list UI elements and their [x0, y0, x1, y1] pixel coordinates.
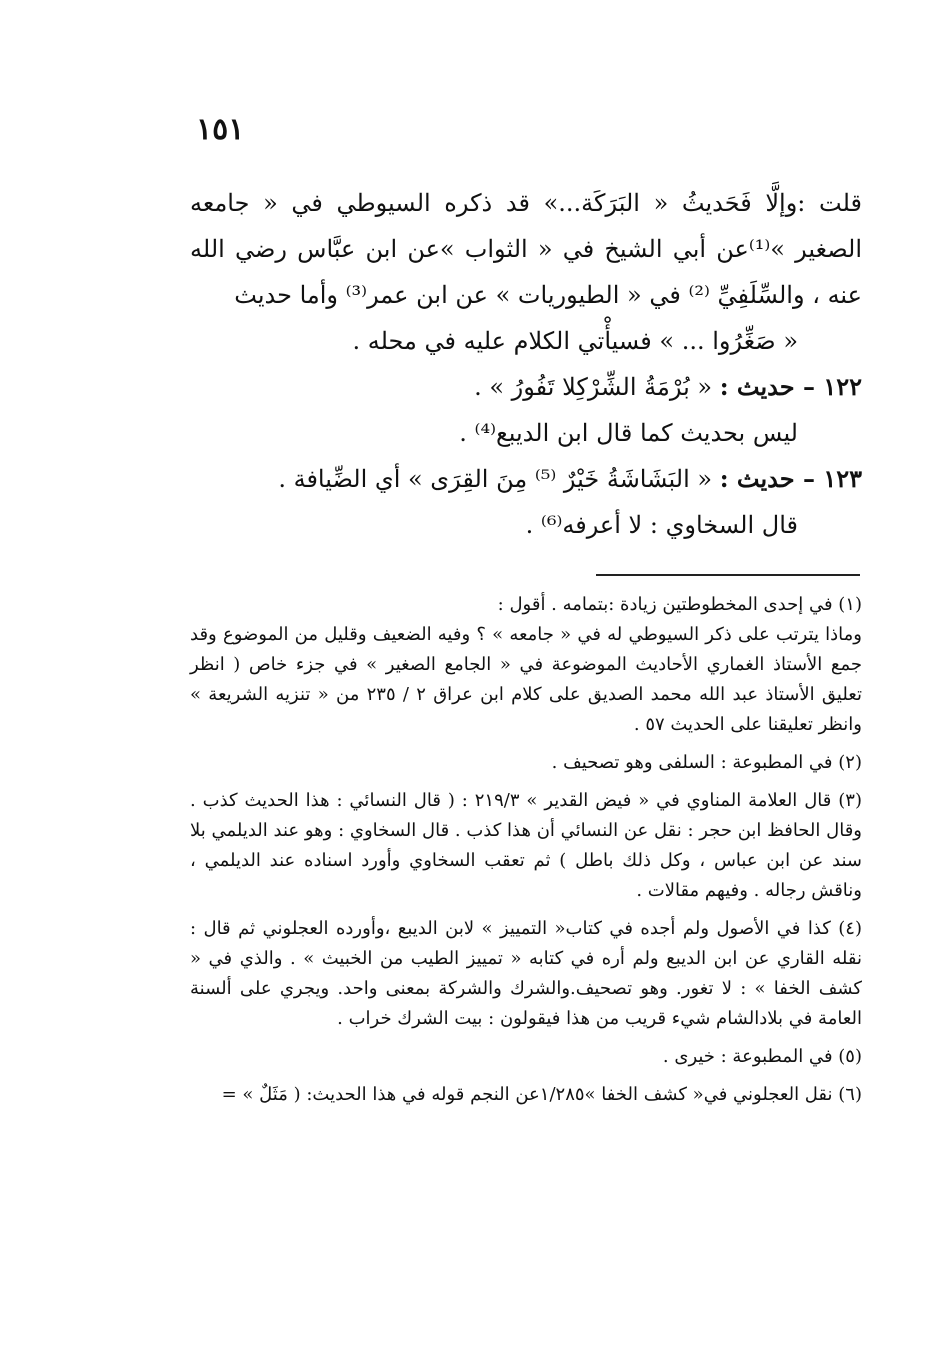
footnote-5 — [190, 1042, 862, 1072]
footnote-line: (٥) في المطبوعة : خيرى . — [662, 1046, 862, 1067]
hadith-comment: قال السخاوي : لا أعرفه⁽⁶⁾ . — [525, 511, 798, 539]
hadith-entry-123 — [190, 456, 862, 502]
hadith-comment: ليس بحديث كما قال ابن الديبع⁽⁴⁾ . — [459, 419, 798, 447]
footnote-line: (٢) في المطبوعة : السلفى وهو تصحيف . — [551, 752, 862, 773]
hadith-text: « بُرْمَةُ الشِّرْكِلا تَفُورُ » . — [474, 373, 713, 401]
paragraph-end: « صَغِّرُوا ... » فسيأْتي الكلام عليه في محله . — [352, 327, 798, 355]
page-number: ١٥١ — [196, 112, 245, 147]
footnote-line: (٣) قال العلامة المناوي في « فيض القدير » ٢١٩/٣ : ( قال النسائي : هذا الحديث كذب . وقال الحافظ ابن حجر : نقل عن النسائي أن هذا كذب . قال السخاوي : وهو عند الديلمي بلا سند عن ابن عباس ، وكل ذلك باطل ) ثم تعقب السخاوي وأورد اسناده عند الديلمي ، وناقش رجاله . وفيهم مقالات . — [190, 790, 862, 901]
paragraph: قلت :وإلَّا فَحَديثُ « البَرَكَة...» قد ذكره السيوطي في « جامعه الصغير »⁽¹⁾عن أبي الشيخ في « الثواب »عن ابن عبَّاس رضي الله عنه ، والسِّلَفِيِّ ⁽²⁾ في « الطيوريات » عن ابن عمر⁽³⁾ وأما حديث — [190, 189, 862, 309]
footnote-line: وماذا يترتب على ذكر السيوطي له في « جامعه » ؟ وفيه الضعيف وقليل من الموضوع وقد جمع الأستاذ الغماري الأحاديث الموضوعة في « الجامع الصغير » في جزء خاص ( انظر تعليق الأستاذ عبد الله محمد الصديق على كلام ابن عراق ٢ / ٢٣٥ من « تنزيه الشريعة » وانظر تعليقنا على الحديث ٥٧ . — [190, 624, 862, 735]
footnote-line: (١) في إحدى المخطوطتين زيادة :بتمامه . أقول : — [497, 594, 862, 615]
footnotes — [190, 590, 862, 1118]
hadith-text: « البَشَاشَةُ خَيْرٌ ⁽⁵⁾ مِنَ القِرَى » أي الضِّيافة . — [278, 465, 713, 493]
entry-number: ١٢٣ – حديث : — [719, 464, 862, 493]
footnote-1 — [190, 590, 862, 740]
footnote-2 — [190, 748, 862, 778]
footnote-6 — [190, 1080, 862, 1110]
footnote-line: (٤) كذا في الأصول ولم أجده في كتاب« التمييز » لابن الديبع ،وأورده العجلوني ثم قال : نقله القاري عن ابن الديبع ولم أره في كتابه « تمييز الطيب من الخبيث » . والذي في « كشف الخفا » : لا تغور. وهو تصحيف.والشرك والشركة بمعنى واحد. ويجري على ألسنة العامة في بلادالشام شيء قريب من هذا فيقولون : بيت الشرك خراب . — [190, 918, 862, 1029]
footnote-line: (٦) نقل العجلوني في« كشف الخفا »١/٢٨٥عن النجم قوله في هذا الحديث: ( مَثَلٌ » = — [221, 1084, 862, 1105]
main-text — [190, 180, 862, 548]
footnote-3 — [190, 786, 862, 906]
hadith-entry-122 — [190, 364, 862, 410]
entry-number: ١٢٢ – حديث : — [719, 372, 862, 401]
footnote-4 — [190, 914, 862, 1034]
footnote-divider — [596, 574, 860, 576]
